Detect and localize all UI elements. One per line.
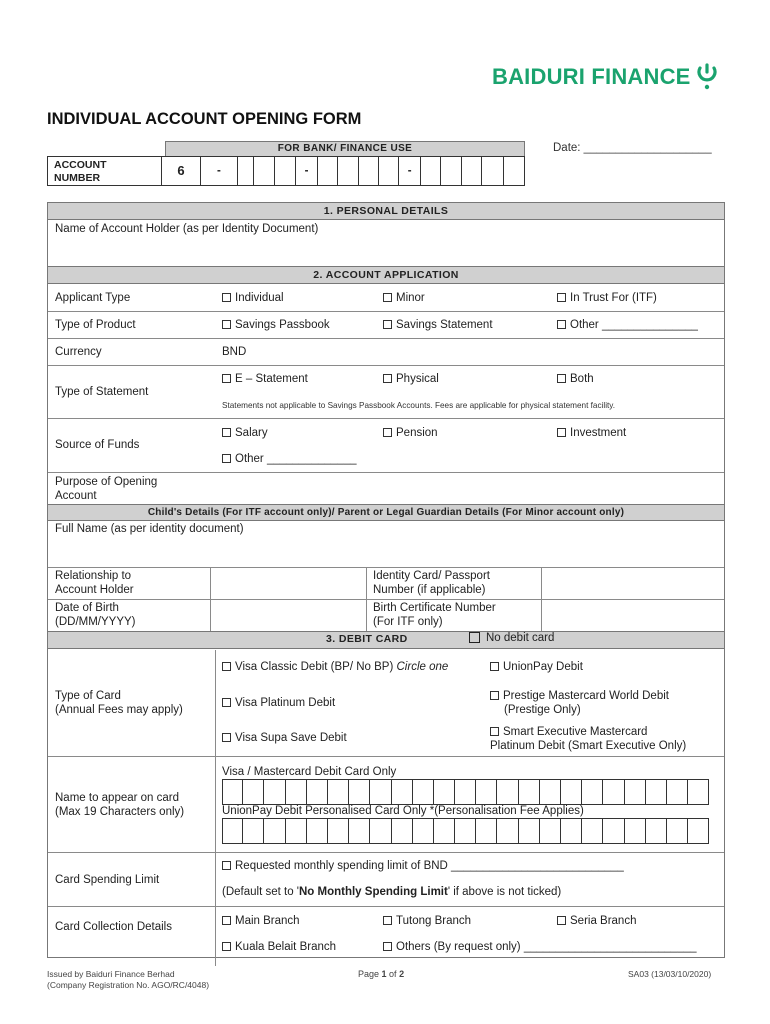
brand-name: BAIDURI FINANCE — [492, 64, 691, 89]
character-box[interactable] — [328, 818, 349, 844]
id-line1: Identity Card/ Passport — [373, 570, 490, 582]
id-line2: Number (if applicable) — [373, 584, 486, 596]
character-box[interactable] — [667, 779, 688, 805]
character-box[interactable] — [667, 818, 688, 844]
no-debit-card-option[interactable] — [469, 632, 554, 644]
page-number — [358, 969, 404, 979]
footer-issuer — [47, 969, 209, 991]
character-box[interactable] — [455, 818, 476, 844]
bank-use-heading: FOR BANK/ FINANCE USE — [165, 141, 525, 157]
default-emphasis: No Monthly Spending Limit — [298, 886, 448, 898]
option-label: Visa Platinum Debit — [235, 697, 336, 709]
checkbox-icon — [222, 428, 231, 437]
character-box[interactable] — [688, 779, 709, 805]
option-label: UnionPay Debit — [503, 661, 583, 673]
account-digit[interactable] — [359, 157, 379, 185]
character-box[interactable] — [646, 779, 667, 805]
character-box[interactable] — [349, 779, 370, 805]
character-box[interactable] — [264, 818, 285, 844]
account-digit[interactable] — [275, 157, 296, 185]
account-holder-name-input[interactable] — [48, 238, 724, 264]
character-box[interactable] — [392, 779, 413, 805]
checkbox-icon — [222, 320, 231, 329]
unionpay-name-caption: UnionPay Debit Personalised Card Only *(Personalisation Fee Applies) — [222, 805, 584, 817]
character-box[interactable] — [307, 818, 328, 844]
character-box[interactable] — [392, 818, 413, 844]
purpose-label-line1: Purpose of Opening — [55, 476, 158, 488]
dob-input[interactable] — [211, 600, 366, 630]
option-label: Smart Executive Mastercard — [503, 726, 648, 738]
option-label: Other ______________ — [235, 453, 357, 465]
option-label: Kuala Belait Branch — [235, 941, 337, 953]
character-box[interactable] — [476, 818, 497, 844]
option-label: Visa Classic Debit (BP/ No BP) — [235, 661, 394, 673]
option-label: Prestige Mastercard World Debit — [503, 690, 669, 702]
account-digit[interactable] — [254, 157, 274, 185]
character-box[interactable] — [413, 779, 434, 805]
divider — [48, 472, 724, 473]
card-visa-platinum[interactable] — [222, 697, 335, 709]
character-box[interactable] — [603, 818, 624, 844]
brand-logo — [492, 62, 720, 92]
checkbox-icon — [222, 733, 231, 742]
card-collection-label: Card Collection Details — [55, 921, 172, 933]
character-box[interactable] — [625, 818, 646, 844]
page-text: Page — [358, 969, 382, 979]
character-box[interactable] — [582, 779, 603, 805]
character-box[interactable] — [540, 818, 561, 844]
visa-mc-name-boxes[interactable] — [222, 779, 709, 805]
option-label: Savings Passbook — [235, 319, 330, 331]
issuer-line2: (Company Registration No. AGO/RC/4048) — [47, 980, 210, 990]
form-code: SA03 (13/03/10/2020) — [628, 969, 712, 979]
character-box[interactable] — [243, 779, 264, 805]
section-application-heading: 2. ACCOUNT APPLICATION — [47, 266, 725, 284]
character-box[interactable] — [349, 818, 370, 844]
funds-salary[interactable] — [222, 427, 268, 439]
product-savings-statement[interactable] — [383, 319, 493, 331]
applicant-type-label: Applicant Type — [55, 292, 131, 304]
account-dash-1: - — [201, 157, 238, 185]
account-digit[interactable] — [379, 157, 399, 185]
character-box[interactable] — [582, 818, 603, 844]
option-label: Salary — [235, 427, 268, 439]
checkbox-icon — [490, 662, 499, 671]
product-type-label: Type of Product — [55, 319, 136, 331]
character-box[interactable] — [264, 779, 285, 805]
checkbox-icon — [557, 374, 566, 383]
character-box[interactable] — [307, 779, 328, 805]
account-digit[interactable] — [238, 157, 255, 185]
product-other[interactable] — [557, 319, 698, 331]
option-label: Tutong Branch — [396, 915, 472, 927]
card-name-line1: Name to appear on card — [55, 792, 180, 804]
collection-others[interactable] — [383, 941, 697, 953]
card-name-label — [55, 791, 184, 819]
character-box[interactable] — [413, 818, 434, 844]
option-label: Visa Supa Save Debit — [235, 732, 347, 744]
birth-cert-line1: Birth Certificate Number — [373, 602, 496, 614]
option-label-line2: (Prestige Only) — [504, 704, 581, 716]
checkbox-icon — [222, 916, 231, 925]
account-digit[interactable] — [441, 157, 461, 185]
relationship-line1: Relationship to — [55, 570, 132, 582]
funds-other[interactable] — [222, 453, 357, 465]
page-text: of — [386, 969, 400, 979]
birth-cert-input[interactable] — [542, 600, 724, 630]
checkbox-icon — [222, 662, 231, 671]
default-text: ' if above is not ticked) — [447, 886, 562, 898]
character-box[interactable] — [561, 779, 582, 805]
visa-mc-name-caption: Visa / Mastercard Debit Card Only — [222, 766, 397, 778]
statement-both[interactable] — [557, 373, 594, 385]
character-box[interactable] — [519, 818, 540, 844]
option-label: Minor — [396, 292, 425, 304]
character-box[interactable] — [519, 779, 540, 805]
purpose-label — [55, 475, 157, 503]
character-box[interactable] — [497, 779, 518, 805]
checkbox-icon — [557, 320, 566, 329]
statement-physical[interactable] — [383, 373, 439, 385]
account-label-line1: ACCOUNT — [54, 159, 107, 171]
card-visa-classic[interactable] — [222, 661, 448, 673]
divider — [48, 338, 724, 339]
relationship-line2: Account Holder — [55, 584, 134, 596]
guardian-heading: Child's Details (For ITF account only)/ Parent or Legal Guardian Details (For Minor account only) — [47, 504, 725, 521]
option-label: In Trust For (ITF) — [570, 292, 657, 304]
page-current: 1 — [381, 969, 387, 979]
checkbox-icon — [222, 942, 231, 951]
checkbox-icon — [383, 942, 392, 951]
collection-main-branch[interactable] — [222, 915, 300, 927]
character-box[interactable] — [603, 779, 624, 805]
relationship-input[interactable] — [211, 568, 366, 598]
option-label: Pension — [396, 427, 438, 439]
guardian-full-name-label: Full Name (as per identity document) — [55, 523, 244, 535]
checkbox-icon — [222, 454, 231, 463]
divider — [48, 418, 724, 419]
guardian-full-name-input[interactable] — [48, 538, 724, 566]
checkbox-icon — [383, 320, 392, 329]
applicant-type-itf[interactable] — [557, 292, 657, 304]
collection-tutong-branch[interactable] — [383, 915, 471, 927]
option-label: Savings Statement — [396, 319, 493, 331]
option-label: Main Branch — [235, 915, 300, 927]
character-box[interactable] — [286, 779, 307, 805]
checkbox-icon — [490, 691, 499, 700]
account-number-label — [48, 157, 162, 185]
account-number-grid — [47, 156, 525, 186]
statement-e-statement[interactable] — [222, 373, 308, 385]
character-box[interactable] — [561, 818, 582, 844]
currency-value: BND — [222, 346, 247, 358]
option-label: Other _______________ — [570, 319, 698, 331]
character-box[interactable] — [370, 779, 391, 805]
option-label: Both — [570, 373, 594, 385]
character-box[interactable] — [434, 818, 455, 844]
issuer-line1: Issued by Baiduri Finance Berhad — [47, 969, 175, 979]
source-of-funds-label: Source of Funds — [55, 439, 140, 451]
statement-note: Statements not applicable to Savings Passbook Accounts. Fees are applicable for physical statement facility. — [222, 401, 616, 410]
checkbox-icon — [383, 428, 392, 437]
checkbox-icon — [222, 861, 231, 870]
checkbox-icon — [469, 632, 480, 643]
purpose-label-line2: Account — [55, 490, 97, 502]
character-box[interactable] — [434, 779, 455, 805]
option-label: No debit card — [486, 632, 555, 644]
purpose-input[interactable] — [215, 474, 723, 502]
card-type-line1: Type of Card — [55, 690, 121, 702]
date-field[interactable]: Date: ____________________ — [553, 142, 712, 154]
applicant-type-individual[interactable] — [222, 292, 284, 304]
divider — [48, 756, 724, 757]
spending-limit-label: Card Spending Limit — [55, 874, 160, 886]
applicant-type-minor[interactable] — [383, 292, 425, 304]
card-type-line2: (Annual Fees may apply) — [55, 704, 183, 716]
divider — [48, 906, 724, 907]
page-title: INDIVIDUAL ACCOUNT OPENING FORM — [47, 110, 362, 128]
collection-seria-branch[interactable] — [557, 915, 636, 927]
option-label: E – Statement — [235, 373, 308, 385]
currency-label: Currency — [55, 346, 102, 358]
character-box[interactable] — [286, 818, 307, 844]
dob-line2: (DD/MM/YYYY) — [55, 616, 136, 628]
option-label: Others (By request only) ___________________________ — [396, 941, 697, 953]
statement-type-label: Type of Statement — [55, 386, 149, 398]
divider — [48, 852, 724, 853]
default-text: (Default set to ' — [222, 886, 299, 898]
divider — [48, 311, 724, 312]
character-box[interactable] — [497, 818, 518, 844]
option-label: Requested monthly spending limit of BND ___________________________ — [235, 860, 624, 872]
account-holder-name-label: Name of Account Holder (as per Identity Document) — [55, 223, 319, 235]
checkbox-icon — [557, 293, 566, 302]
character-box[interactable] — [243, 818, 264, 844]
character-box[interactable] — [646, 818, 667, 844]
character-box[interactable] — [540, 779, 561, 805]
section-personal-heading: 1. PERSONAL DETAILS — [47, 202, 725, 220]
spending-limit-default — [222, 886, 561, 898]
account-prefix: 6 — [162, 157, 201, 185]
checkbox-icon — [383, 293, 392, 302]
spending-limit-option[interactable] — [222, 860, 624, 872]
unionpay-name-boxes[interactable] — [222, 818, 709, 844]
product-savings-passbook[interactable] — [222, 319, 330, 331]
account-dash-2: - — [296, 157, 317, 185]
character-box[interactable] — [625, 779, 646, 805]
option-label: Individual — [235, 292, 284, 304]
character-box[interactable] — [222, 818, 243, 844]
account-digit[interactable] — [338, 157, 358, 185]
checkbox-icon — [222, 293, 231, 302]
account-label-line2: NUMBER — [54, 172, 101, 184]
account-dash-3: - — [399, 157, 420, 185]
card-visa-supa[interactable] — [222, 732, 347, 744]
account-digit[interactable] — [318, 157, 338, 185]
id-number-label — [373, 569, 490, 597]
option-label: Investment — [570, 427, 627, 439]
relationship-label — [55, 569, 134, 597]
section-debit-heading: 3. DEBIT CARD — [326, 633, 408, 645]
dob-label — [55, 601, 136, 629]
character-box[interactable] — [328, 779, 349, 805]
checkbox-icon — [383, 916, 392, 925]
account-digit[interactable] — [482, 157, 503, 185]
divider — [48, 365, 724, 366]
checkbox-icon — [383, 374, 392, 383]
card-unionpay[interactable] — [490, 661, 583, 673]
checkbox-icon — [222, 698, 231, 707]
card-type-label — [55, 689, 183, 717]
id-number-input[interactable] — [542, 568, 724, 598]
page-total: 2 — [399, 969, 405, 979]
account-digit[interactable] — [462, 157, 482, 185]
funds-pension[interactable] — [383, 427, 438, 439]
account-digit[interactable] — [421, 157, 441, 185]
character-box[interactable] — [476, 779, 497, 805]
character-box[interactable] — [455, 779, 476, 805]
account-digit[interactable] — [504, 157, 524, 185]
option-label: Physical — [396, 373, 439, 385]
option-label: Seria Branch — [570, 915, 637, 927]
funds-investment[interactable] — [557, 427, 626, 439]
birth-cert-label — [373, 601, 496, 629]
character-box[interactable] — [370, 818, 391, 844]
option-label-line2: Platinum Debit (Smart Executive Only) — [490, 740, 687, 752]
character-box[interactable] — [688, 818, 709, 844]
checkbox-icon — [557, 916, 566, 925]
character-box[interactable] — [222, 779, 243, 805]
birth-cert-line2: (For ITF only) — [373, 616, 443, 628]
brand-mark-icon — [694, 62, 720, 92]
card-prestige[interactable] — [490, 689, 669, 717]
card-smart-executive[interactable] — [490, 725, 686, 753]
card-name-line2: (Max 19 Characters only) — [55, 806, 185, 818]
checkbox-icon — [222, 374, 231, 383]
divider — [215, 650, 216, 966]
checkbox-icon — [490, 727, 499, 736]
collection-kuala-belait-branch[interactable] — [222, 941, 336, 953]
option-note: Circle one — [396, 661, 449, 673]
dob-line1: Date of Birth — [55, 602, 119, 614]
checkbox-icon — [557, 428, 566, 437]
